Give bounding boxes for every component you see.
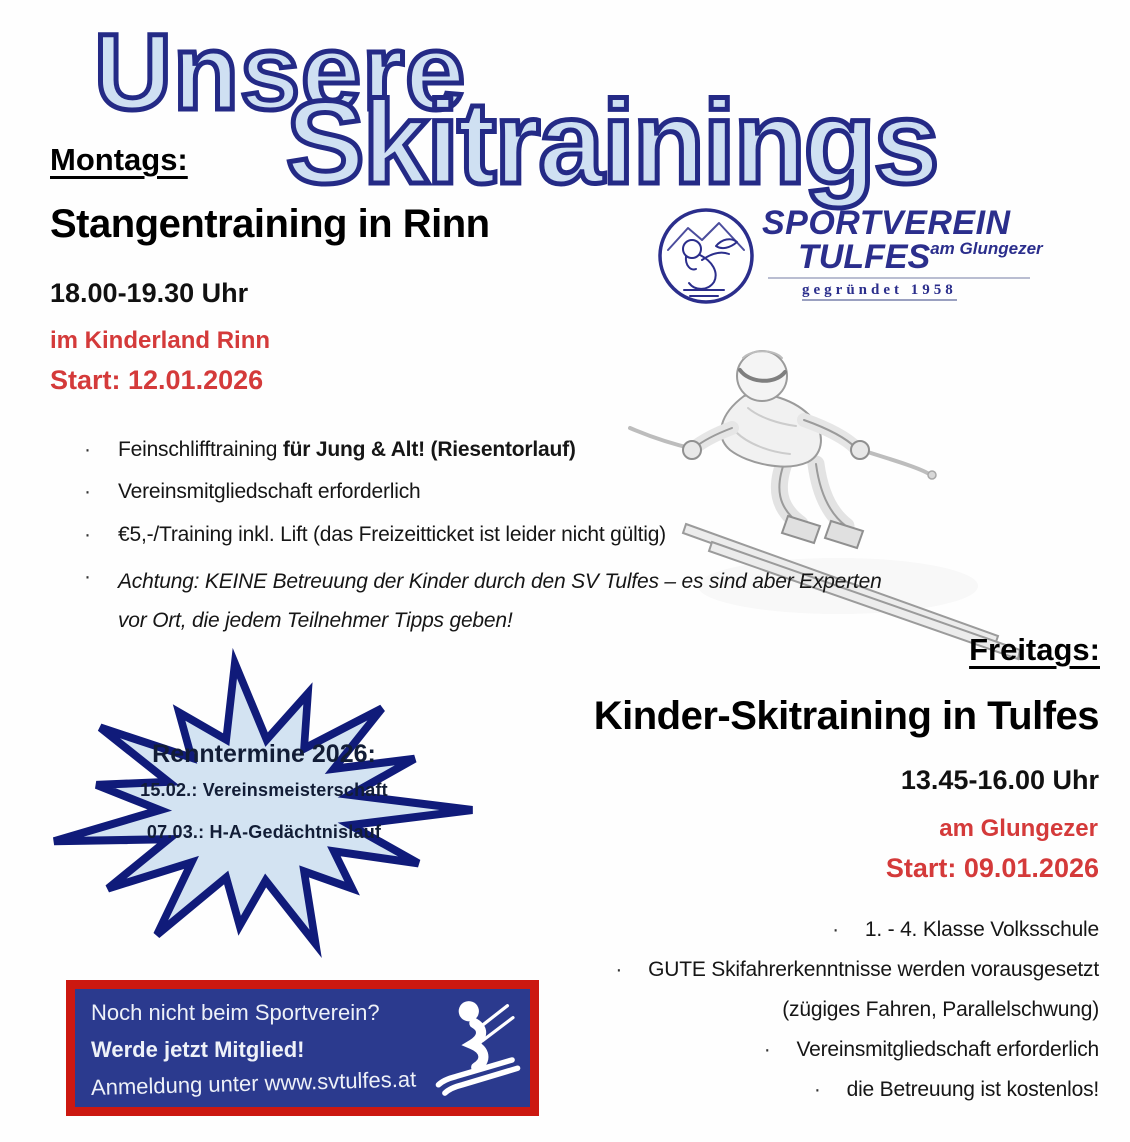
bullet-dot: · bbox=[832, 918, 839, 941]
list-item: (zügiges Fahren, Parallelschwung) bbox=[782, 998, 1099, 1021]
starburst-shape bbox=[30, 644, 482, 966]
friday-session-title: Kinder-Skitraining in Tulfes bbox=[593, 694, 1099, 738]
bullet-dot: · bbox=[763, 1038, 771, 1061]
bullet-dot: · bbox=[84, 564, 91, 588]
list-item: · Vereinsmitgliedschaft erforderlich bbox=[763, 1038, 1099, 1061]
list-item: · Achtung: KEINE Betreuung der Kinder durch den SV Tulfes – es sind aber Experten vor Ort, die jedem Teilnehmer Tipps geben! bbox=[84, 563, 934, 641]
club-name-line1: SPORTVEREIN bbox=[762, 204, 1011, 242]
monday-session-title: Stangentraining in Rinn bbox=[50, 202, 490, 246]
race-dates-heading: Renntermine 2026: bbox=[152, 740, 376, 768]
friday-bullet-list bbox=[499, 918, 1099, 1118]
list-item: · die Betreuung ist kostenlos! bbox=[813, 1078, 1099, 1101]
monday-time: 18.00-19.30 Uhr bbox=[50, 278, 249, 308]
bullet-dot: · bbox=[84, 522, 91, 546]
skier-pictogram-icon bbox=[432, 997, 524, 1099]
list-item: · €5,-/Training inkl. Lift (das Freizeitticket ist leider nicht gültig) bbox=[84, 521, 934, 548]
friday-location: am Glungezer bbox=[939, 815, 1098, 842]
membership-question: Noch nicht beim Sportverein? bbox=[91, 1000, 380, 1025]
logo-divider bbox=[768, 277, 1030, 279]
monday-heading: Montags: bbox=[50, 142, 188, 177]
poster-title-line2: Skitrainings bbox=[286, 77, 938, 209]
bullet-dot: · bbox=[84, 480, 91, 504]
race-date-item: 07.03.: H-A-Gedächtnislauf bbox=[146, 822, 382, 842]
club-logo bbox=[656, 206, 1043, 306]
list-item: · GUTE Skifahrerkenntnisse werden vorausgesetzt bbox=[615, 958, 1099, 981]
monday-location: im Kinderland Rinn bbox=[50, 327, 271, 354]
friday-heading: Freitags: bbox=[969, 632, 1100, 667]
friday-time: 13.45-16.00 Uhr bbox=[900, 765, 1099, 795]
race-date-item: 15.02.: Vereinsmeisterschaft bbox=[140, 780, 388, 800]
list-item: · 1. - 4. Klasse Volksschule bbox=[832, 918, 1099, 941]
monday-bullet-list bbox=[84, 436, 934, 656]
club-name-line2: $TULFES^{am Glungezer}$ bbox=[798, 238, 1043, 276]
race-dates-starburst bbox=[30, 644, 482, 966]
club-name-superscript: am Glungezer bbox=[930, 239, 1043, 258]
monday-start-date: Start: 12.01.2026 bbox=[50, 365, 264, 395]
list-item: · Feinschlifftraining für Jung & Alt! (Riesentorlauf) bbox=[84, 436, 934, 463]
bullet-dot: · bbox=[813, 1078, 821, 1101]
membership-website: Anmeldung unter www.svtulfes.at bbox=[90, 1066, 417, 1100]
club-emblem-icon bbox=[656, 206, 756, 306]
bullet-dot: · bbox=[615, 958, 623, 981]
membership-cta: Werde jetzt Mitglied! bbox=[91, 1037, 305, 1062]
list-item: · Vereinsmitgliedschaft erforderlich bbox=[84, 478, 934, 505]
poster-title-line1: Unsere bbox=[94, 11, 467, 132]
bullet-dot: · bbox=[84, 438, 91, 461]
friday-start-date: Start: 09.01.2026 bbox=[885, 853, 1099, 883]
membership-callout-box bbox=[66, 980, 539, 1116]
club-founded-text: gegründet 1958 bbox=[802, 283, 957, 301]
